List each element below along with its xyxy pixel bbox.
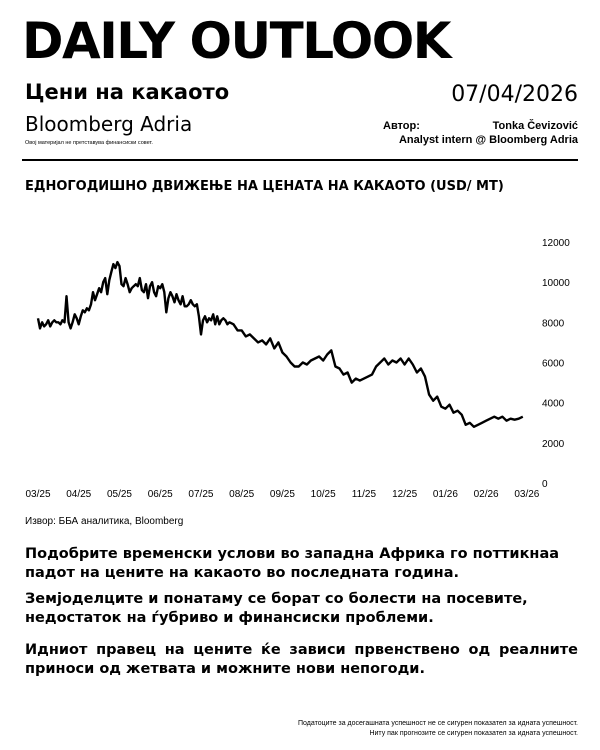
x-tick-label: 05/25 <box>106 489 132 500</box>
y-tick-label: 8000 <box>542 318 565 330</box>
footer-disclaimer-2: Ниту пак прогнозите се сигурен показател за идната успешност. <box>369 730 578 737</box>
y-tick-label: 10000 <box>542 278 570 290</box>
source-note: Извор: ББА аналитика, Bloomberg <box>25 516 184 527</box>
y-tick-label: 12000 <box>542 238 570 249</box>
header-divider <box>22 159 578 161</box>
y-tick-label: 6000 <box>542 358 565 370</box>
price-line-chart <box>0 225 600 510</box>
y-tick-label: 0 <box>542 479 548 490</box>
x-tick-label: 04/25 <box>66 489 92 500</box>
chart-title: ЕДНОГОДИШНО ДВИЖЕЊЕ НА ЦЕНАТА НА КАКАОТО (USD/ MT) <box>25 179 504 194</box>
author-role: Analyst intern @ Bloomberg Adria <box>398 134 578 146</box>
disclaimer-text: Овој материјал не претставува финансиски совет. <box>25 140 153 146</box>
author-name: Tonka Čevizović <box>492 120 578 132</box>
paragraph-farmers: Земјоделците и понатаму се борат со болести на посевите, недостаток на ѓубриво и финансиски проблеми. <box>25 591 528 626</box>
x-axis <box>25 489 539 500</box>
masthead-title: DAILY OUTLOOK <box>22 12 451 70</box>
paragraph-outlook: Идниот правец на цените ќе зависи првенствено од реалните приноси од жетвата и можните нови непогоди. <box>25 642 578 677</box>
y-tick-label: 2000 <box>542 438 565 450</box>
x-tick-label: 02/26 <box>473 489 499 500</box>
x-tick-label: 07/25 <box>188 489 214 500</box>
y-tick-label: 4000 <box>542 398 565 410</box>
x-tick-label: 06/25 <box>147 489 173 500</box>
x-tick-label: 11/25 <box>351 489 377 500</box>
x-tick-label: 10/25 <box>310 489 336 500</box>
x-tick-label: 09/25 <box>269 489 295 500</box>
x-tick-label: 01/26 <box>432 489 458 500</box>
paragraph-weather: Подобрите временски услови во западна Африка го поттикнаа падот на цените на какаото во последната година. <box>25 546 560 581</box>
author-label: Автор: <box>383 120 420 132</box>
footer-disclaimer-1: Податоците за досегашната успешност не се сигурен показател за идната успешност. <box>298 720 578 727</box>
x-tick-label: 03/26 <box>514 489 540 500</box>
report-date: 07/04/2026 <box>451 82 578 107</box>
y-axis <box>542 238 570 490</box>
x-tick-label: 08/25 <box>229 489 255 500</box>
price-series-line <box>38 262 523 427</box>
x-tick-label: 12/25 <box>392 489 418 500</box>
page-subtitle: Цени на какаото <box>25 80 230 104</box>
x-tick-label: 03/25 <box>25 489 51 500</box>
brand-name: Bloomberg Adria <box>25 112 193 136</box>
